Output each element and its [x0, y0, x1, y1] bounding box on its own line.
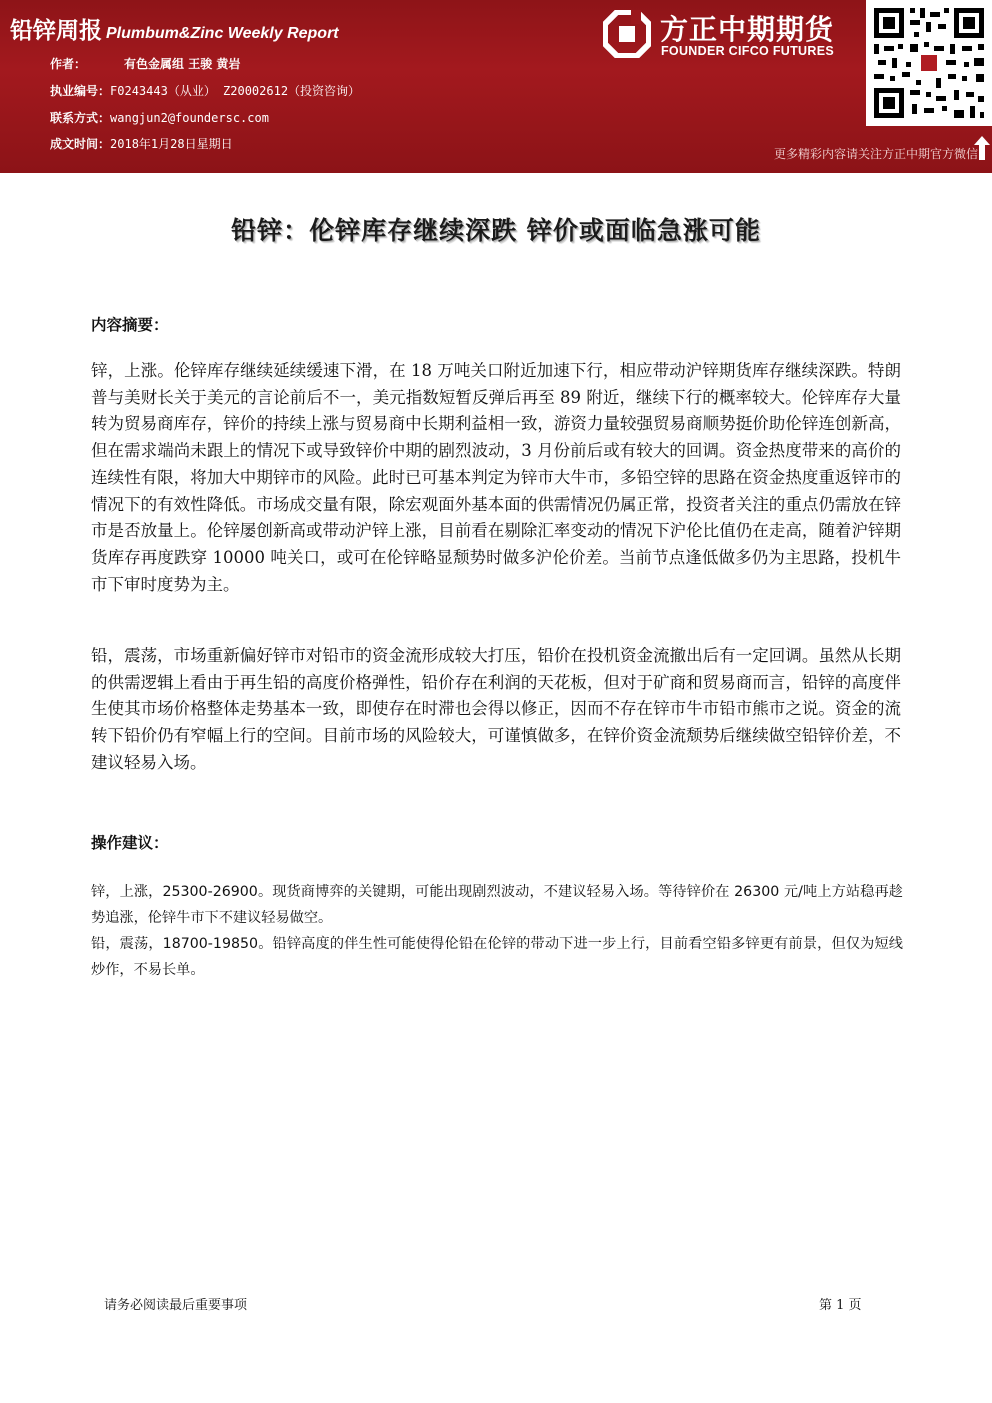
license-label: 执业编号： [50, 84, 111, 98]
logo-text-en: FOUNDER CIFCO FUTURES [661, 44, 834, 58]
contact-email[interactable]: wangjun2@foundersc.com [110, 111, 269, 125]
author-label: 作者： [50, 57, 87, 71]
footer-disclaimer: 请务必阅读最后重要事项 [104, 1298, 248, 1313]
report-series-title [10, 12, 339, 45]
page-number: 第 1 页 [819, 1298, 862, 1313]
document-title: 铅锌：伦锌库存继续深跌 锌价或面临急涨可能 [231, 216, 761, 245]
suggestion-lead: 铅，震荡，18700-19850。铅锌高度的伴生性可能使得伦铅在伦锌的带动下进一步上行，目前看空铅多锌更有前景，但仅为短线炒作，不易长单。 [91, 936, 903, 978]
summary-paragraph-lead: 铅，震荡，市场重新偏好锌市对铅市的资金流形成较大打压，铅价在投机资金流撤出后有一定回调。虽然从长期的供需逻辑上看由于再生铅的高度价格弹性，铅价存在利润的天花板，但对于矿商和贸易商而言，铅锌的高度伴生使其市场价格整体走势基本一致，即使存在时滞也会得以修正，因而不存在锌市牛市铅市熊市之说。资金的流转下铅价仍有窄幅上行的空间。目前市场的风险较大，可谨慎做多，在锌价资金流颓势后继续做空铅锌价差，不建议轻易入场。 [91, 646, 901, 772]
wechat-qr-code[interactable] [866, 0, 992, 126]
report-title-en: Plumbum&Zinc Weekly Report [106, 25, 339, 42]
license-line [50, 82, 360, 99]
summary-paragraph-zinc: 锌，上涨。伦锌库存继续延续缓速下滑，在 18 万吨关口附近加速下行，相应带动沪锌期货库存继续深跌。特朗普与美财长关于美元的言论前后不一，美元指数短暂反弹后再至 89 附近，继续下行的概率较大。伦锌库存大量转为贸易商库存，锌价的持续上涨与贸易商中长期利益相一致，游资力量较强贸易商顺势挺价助伦锌连创新高，但在需求端尚未跟上的情况下或导致锌价中期的剧烈波动，3 月份前后或有较大的回调。资金热度带来的高价的连续性有限，将加大中期锌市的风险。此时已可基本判定为锌市大牛市，多铅空锌的思路在资金热度重返锌市的情况下的有效性降低。市场成交量有限，除宏观面外基本面的供需情况仍属正常，投资者关注的重点仍需放在锌市是否放量上。伦锌屡创新高或带动沪锌上涨，目前看在剔除汇率变动的情况下沪伦比值仍在走高，随着沪锌期货库存再度跌穿 10000 吨关口，或可在伦锌略显颓势时做多沪伦价差。当前节点逢低做多仍为主思路，投机牛市下审时度势为主。 [91, 361, 901, 594]
date-label: 成文时间： [50, 137, 111, 151]
date-line [50, 135, 233, 152]
company-logo [603, 6, 858, 66]
qr-code-icon [866, 0, 992, 126]
author-line [50, 55, 240, 72]
up-arrow-icon [974, 136, 990, 160]
logo-text-cn: 方正中期期货 [660, 13, 835, 46]
license-value: F0243443（从业） Z20002612（投资咨询） [110, 84, 361, 98]
author-value: 有色金属组 王骏 黄岩 [124, 57, 241, 71]
suggestion-heading: 操作建议： [91, 834, 169, 852]
founder-logo-icon [603, 10, 651, 58]
date-value: 2018年1月28日星期日 [110, 137, 233, 151]
report-title-cn: 铅锌周报 [10, 18, 102, 44]
wechat-follow-text[interactable]: 更多精彩内容请关注方正中期官方微信 [773, 147, 978, 161]
contact-line [50, 109, 269, 126]
suggestion-zinc: 锌，上涨，25300-26900。现货商博弈的关键期，可能出现剧烈波动，不建议轻易入场。等待锌价在 26300 元/吨上方站稳再趁势追涨，伦锌牛市下不建议轻易做空。 [91, 884, 903, 926]
summary-heading: 内容摘要： [91, 316, 169, 334]
report-header-banner [0, 0, 992, 173]
contact-label: 联系方式： [50, 111, 111, 125]
